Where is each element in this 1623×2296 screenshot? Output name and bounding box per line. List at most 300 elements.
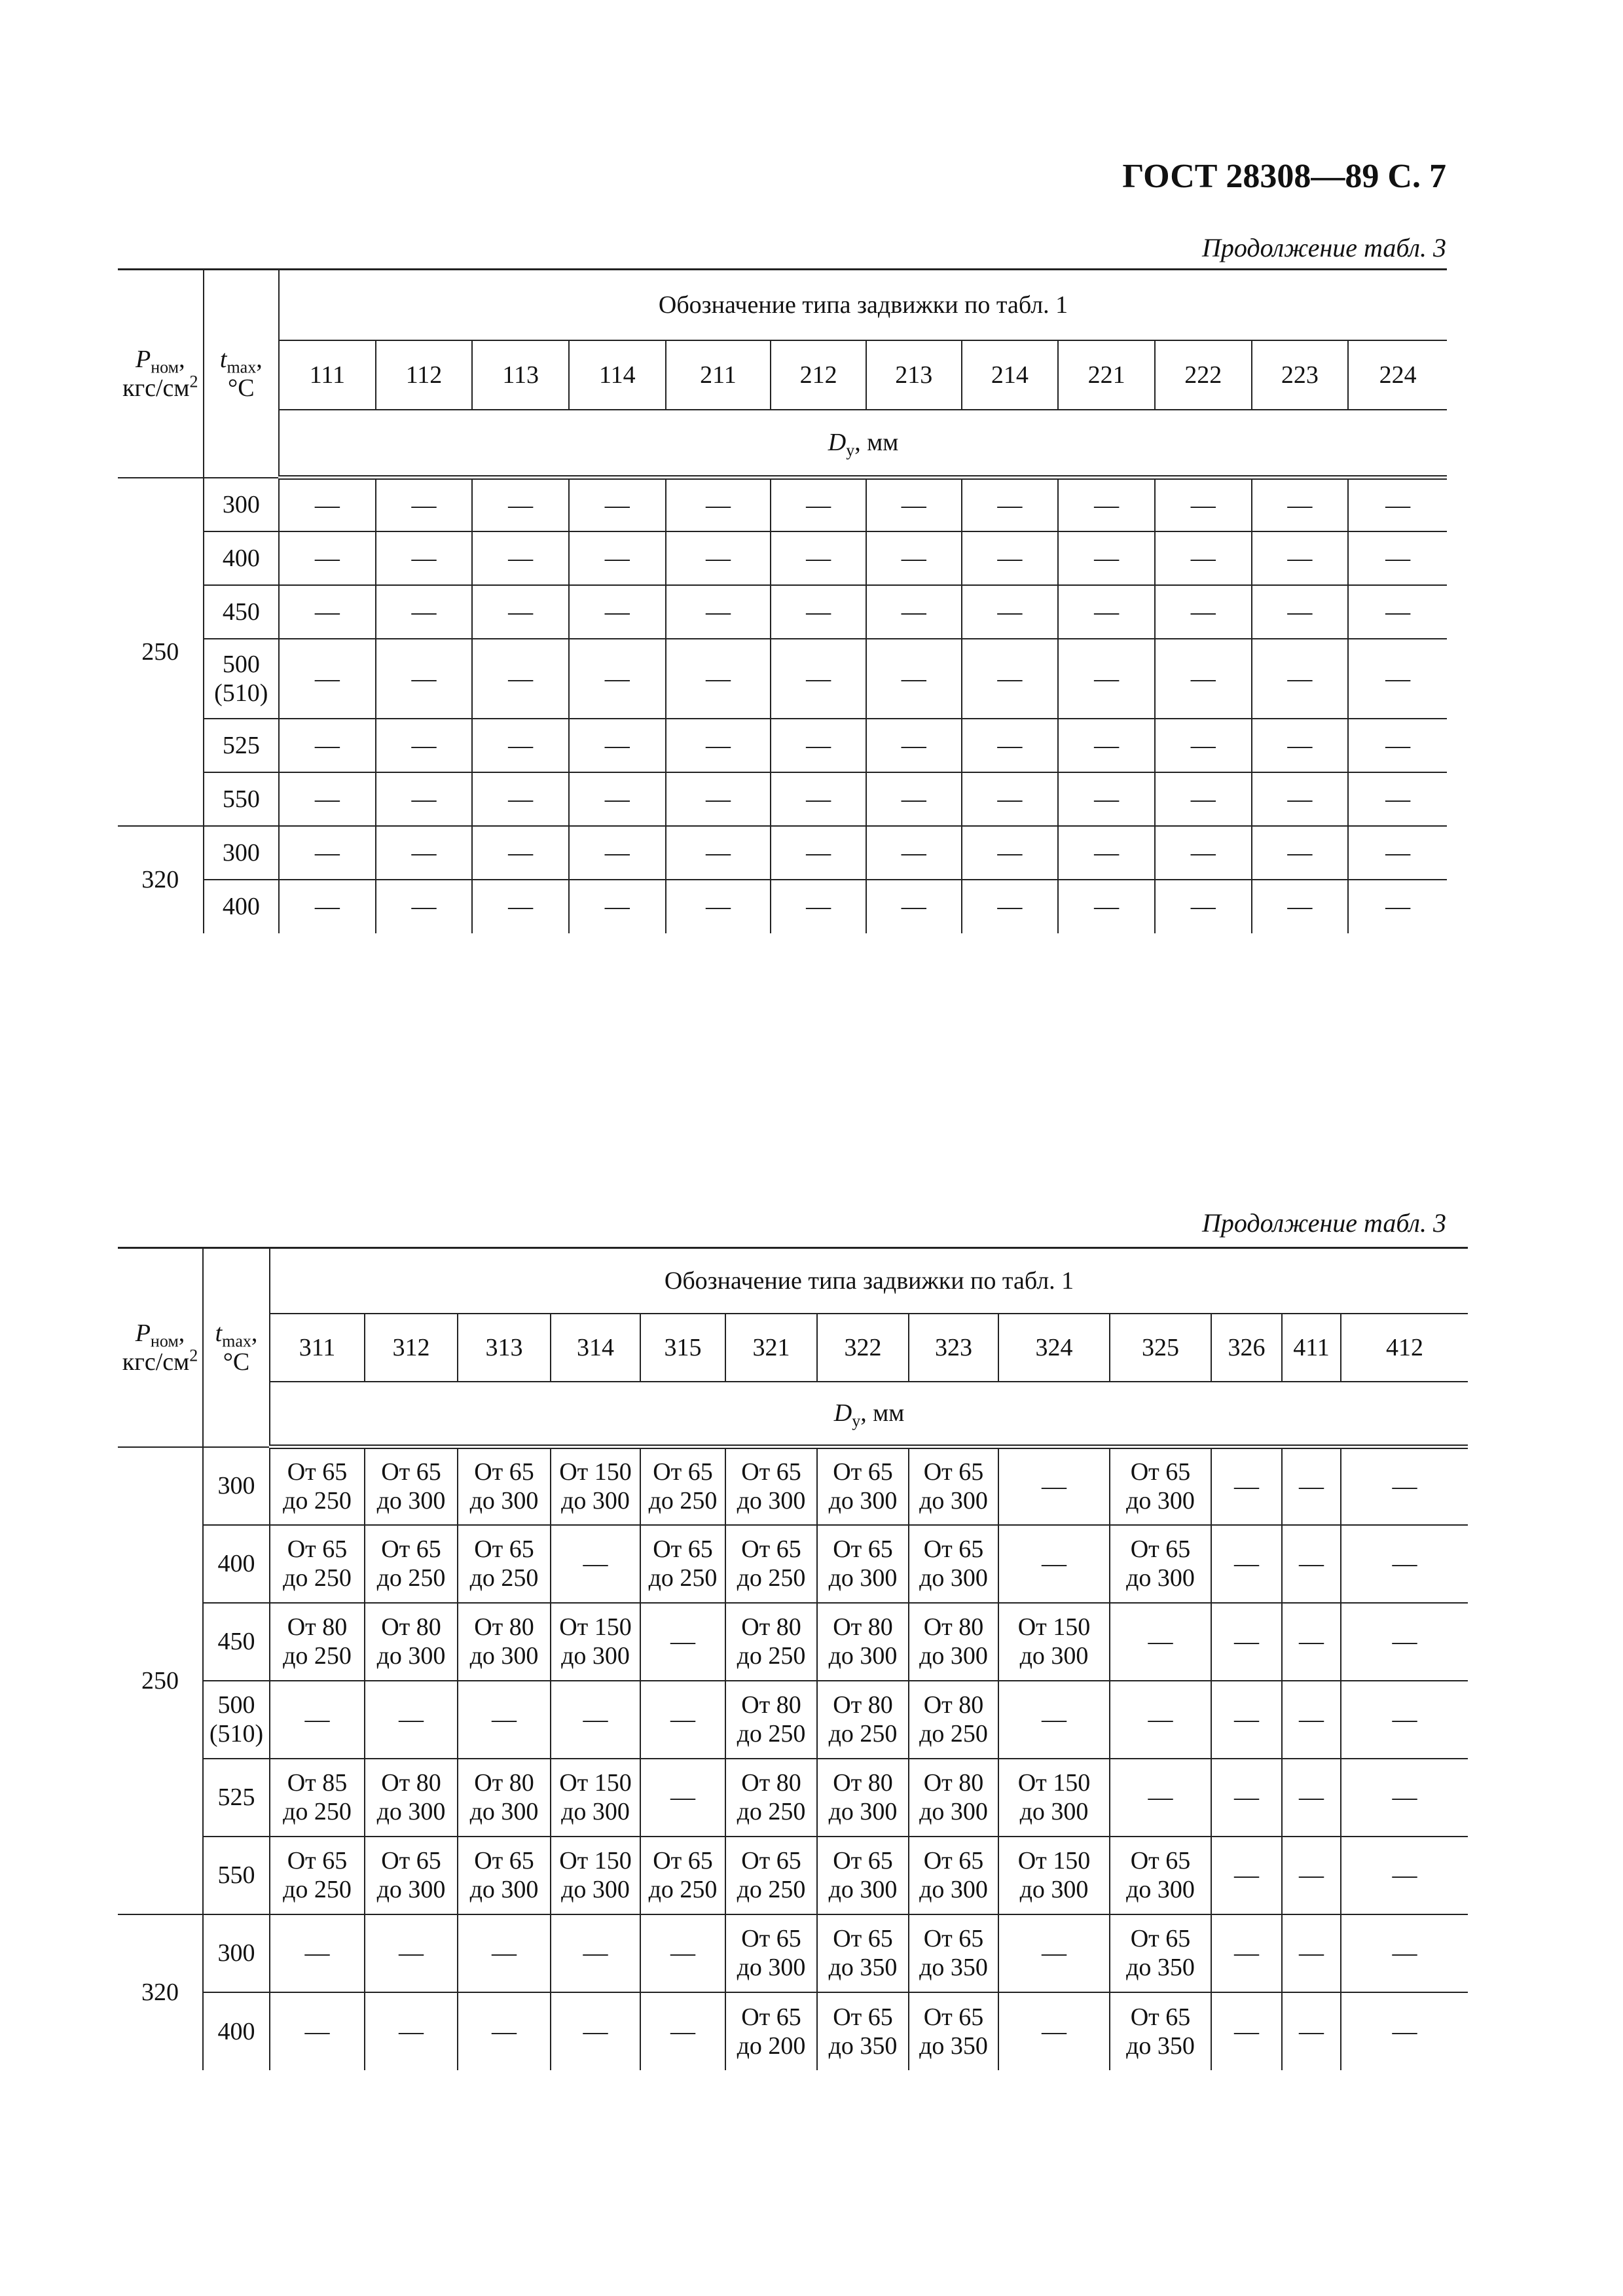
range-to: до 350 — [1126, 1954, 1195, 1981]
range-from: От 65 — [287, 1535, 348, 1563]
range-from: От 80 — [474, 1613, 534, 1641]
dy-range-cell: — — [1211, 1837, 1282, 1914]
comma: , — [179, 345, 185, 373]
range-to: до 350 — [828, 2032, 898, 2060]
range-to: до 250 — [469, 1564, 539, 1592]
dy-range-cell: — — [1348, 719, 1447, 772]
range-from: От 80 — [923, 1769, 984, 1797]
range-to: до 250 — [737, 1720, 806, 1748]
t-subscript: max — [227, 357, 257, 377]
dy-range-cell: — — [771, 478, 866, 531]
range-from: От 150 — [559, 1847, 632, 1874]
dy-range-cell: — — [962, 639, 1059, 719]
table-row — [118, 531, 1447, 585]
temperature-main: 550 — [222, 785, 260, 813]
range-from: От 65 — [1130, 1458, 1191, 1486]
range-to: до 300 — [561, 1876, 630, 1903]
range-from: От 80 — [381, 1613, 441, 1641]
column-code: 224 — [1348, 340, 1447, 410]
range-to: до 300 — [561, 1642, 630, 1670]
t-max-header — [203, 1248, 270, 1447]
dy-range-cell: — — [866, 639, 962, 719]
dy-range-cell: — — [1341, 1992, 1468, 2070]
dy-range-cell: — — [640, 1603, 725, 1681]
temperature-value — [203, 1603, 270, 1681]
dy-range-cell: — — [472, 719, 569, 772]
dy-range-cell: — — [1341, 1914, 1468, 1992]
dy-range-cell: — — [1155, 585, 1252, 639]
dy-range-cell: — — [771, 826, 866, 880]
dy-range-cell: — — [962, 772, 1059, 826]
dy-range-cell — [551, 1447, 640, 1525]
dy-range-cell: — — [1282, 1759, 1341, 1837]
temperature-value — [203, 1525, 270, 1603]
dy-range-cell — [365, 1759, 458, 1837]
dy-range-cell — [458, 1603, 551, 1681]
column-code: 213 — [866, 340, 962, 410]
dy-range-cell: — — [771, 531, 866, 585]
dy-range-cell — [817, 1914, 909, 1992]
range-from: От 65 — [833, 2003, 893, 2031]
range-from: От 65 — [287, 1458, 348, 1486]
dy-range-cell: — — [1211, 1447, 1282, 1525]
dy-range-cell: — — [365, 1914, 458, 1992]
dy-range-cell — [640, 1837, 725, 1914]
range-from: От 65 — [741, 1535, 801, 1563]
dy-range-cell: — — [551, 1525, 640, 1603]
range-to: до 300 — [376, 1642, 446, 1670]
dy-range-cell: — — [472, 826, 569, 880]
range-to: до 300 — [919, 1487, 988, 1515]
temperature-value — [203, 1992, 270, 2070]
dy-range-cell — [725, 1992, 817, 2070]
dy-range-cell: — — [376, 826, 473, 880]
dy-range-cell — [909, 1992, 998, 2070]
dy-subscript: у — [846, 440, 855, 460]
table-row — [118, 1759, 1468, 1837]
temperature-main: 500 — [217, 1691, 255, 1719]
temperature-main: 300 — [217, 1472, 255, 1499]
range-to: до 300 — [1126, 1564, 1195, 1592]
dy-range-cell: — — [771, 585, 866, 639]
dy-range-cell — [551, 1759, 640, 1837]
range-to: до 300 — [1019, 1876, 1089, 1903]
dy-range-cell — [551, 1837, 640, 1914]
dy-range-cell: — — [1211, 1525, 1282, 1603]
dy-range-cell — [998, 1759, 1110, 1837]
range-to: до 300 — [828, 1564, 898, 1592]
dy-range-cell — [270, 1759, 365, 1837]
dy-range-cell: — — [279, 639, 376, 719]
temperature-main: 300 — [222, 490, 260, 518]
range-to: до 300 — [469, 1642, 539, 1670]
dy-range-cell: — — [1211, 1759, 1282, 1837]
column-code: 113 — [472, 340, 569, 410]
dy-range-cell — [270, 1447, 365, 1525]
range-from: От 65 — [653, 1847, 713, 1874]
range-from: От 65 — [287, 1847, 348, 1874]
range-to: до 300 — [561, 1798, 630, 1825]
range-to: до 300 — [919, 1876, 988, 1903]
range-from: От 65 — [474, 1535, 534, 1563]
dy-range-cell: — — [569, 639, 666, 719]
dy-range-cell: — — [1282, 1681, 1341, 1759]
range-to: до 250 — [376, 1564, 446, 1592]
column-code: 412 — [1341, 1314, 1468, 1382]
dy-range-cell: — — [640, 1914, 725, 1992]
range-to: до 300 — [1126, 1876, 1195, 1903]
dy-range-cell — [1110, 1525, 1211, 1603]
dy-range-cell — [365, 1837, 458, 1914]
range-from: От 65 — [1130, 1847, 1191, 1874]
range-from: От 65 — [1130, 1925, 1191, 1952]
dy-range-cell: — — [866, 719, 962, 772]
range-to: до 300 — [1019, 1642, 1089, 1670]
table-caption-2: Продолжение табл. 3 — [1201, 1208, 1446, 1238]
dy-unit: , мм — [860, 1399, 905, 1427]
dy-range-cell: — — [1252, 772, 1349, 826]
temperature-main: 400 — [217, 1550, 255, 1577]
dy-range-cell: — — [551, 1681, 640, 1759]
range-from: От 65 — [833, 1535, 893, 1563]
dy-range-cell: — — [666, 478, 771, 531]
dy-range-cell: — — [666, 880, 771, 933]
range-from: От 80 — [287, 1613, 348, 1641]
dy-range-cell: — — [1155, 772, 1252, 826]
dy-range-cell: — — [666, 772, 771, 826]
dy-range-cell: — — [666, 826, 771, 880]
range-from: От 80 — [923, 1613, 984, 1641]
dy-range-cell: — — [962, 478, 1059, 531]
dy-range-cell: — — [998, 1447, 1110, 1525]
temperature-main: 525 — [217, 1784, 255, 1811]
column-code: 321 — [725, 1314, 817, 1382]
dy-range-cell: — — [962, 719, 1059, 772]
temperature-value — [203, 1914, 270, 1992]
temperature-value — [204, 585, 280, 639]
range-to: до 250 — [283, 1798, 352, 1825]
dy-range-cell: — — [365, 1681, 458, 1759]
column-code: 114 — [569, 340, 666, 410]
range-to: до 350 — [919, 1954, 988, 1981]
dy-range-cell: — — [1110, 1603, 1211, 1681]
range-from: От 65 — [923, 2003, 984, 2031]
temperature-main: 300 — [222, 838, 260, 867]
valve-table-2 — [118, 1247, 1468, 2070]
p-symbol: P — [135, 345, 151, 373]
range-to: до 300 — [919, 1564, 988, 1592]
dy-subscript: у — [852, 1411, 861, 1431]
dy-range-cell: — — [998, 1681, 1110, 1759]
dy-range-cell — [909, 1447, 998, 1525]
dy-range-cell: — — [551, 1914, 640, 1992]
range-from: От 80 — [741, 1613, 801, 1641]
dy-range-cell — [365, 1525, 458, 1603]
dy-range-cell — [1110, 1914, 1211, 1992]
dy-range-cell: — — [1341, 1525, 1468, 1603]
dy-range-cell: — — [771, 639, 866, 719]
table-row — [118, 1837, 1468, 1914]
dy-range-cell — [458, 1837, 551, 1914]
dy-range-cell — [817, 1759, 909, 1837]
valve-table-1 — [118, 268, 1447, 933]
p-unit-power: 2 — [189, 1346, 198, 1365]
dy-range-cell: — — [1252, 719, 1349, 772]
p-nom-header — [118, 1248, 203, 1447]
dy-range-cell: — — [1058, 585, 1155, 639]
dy-unit: , мм — [854, 429, 899, 457]
range-from: От 150 — [559, 1769, 632, 1797]
range-to: до 300 — [469, 1487, 539, 1515]
dy-range-cell — [909, 1837, 998, 1914]
temperature-value — [203, 1681, 270, 1759]
table-row — [118, 1992, 1468, 2070]
range-to: до 300 — [376, 1876, 446, 1903]
dy-range-cell: — — [472, 880, 569, 933]
dy-range-cell: — — [1058, 639, 1155, 719]
dy-range-cell: — — [1058, 880, 1155, 933]
dy-range-cell — [998, 1837, 1110, 1914]
table-row — [118, 826, 1447, 880]
dy-range-cell — [725, 1447, 817, 1525]
dy-range-cell: — — [569, 880, 666, 933]
dy-range-cell: — — [1341, 1681, 1468, 1759]
dy-range-cell: — — [1252, 478, 1349, 531]
dy-range-cell — [458, 1447, 551, 1525]
table-row — [118, 772, 1447, 826]
dy-range-cell: — — [1252, 826, 1349, 880]
dy-range-cell: — — [1155, 826, 1252, 880]
range-from: От 65 — [923, 1535, 984, 1563]
range-from: От 65 — [474, 1847, 534, 1874]
dy-range-cell: — — [771, 719, 866, 772]
dy-range-cell: — — [666, 585, 771, 639]
temperature-main: 400 — [217, 2017, 255, 2045]
range-from: От 150 — [559, 1458, 632, 1486]
dy-range-cell: — — [376, 772, 473, 826]
t-unit: °C — [223, 1348, 250, 1376]
range-to: до 250 — [648, 1564, 718, 1592]
range-from: От 150 — [1017, 1847, 1091, 1874]
p-unit-power: 2 — [189, 372, 198, 391]
dy-range-cell: — — [472, 585, 569, 639]
range-from: От 65 — [923, 1847, 984, 1874]
range-from: От 80 — [833, 1691, 893, 1719]
dy-symbol: D — [833, 1399, 852, 1427]
dy-range-cell — [1110, 1447, 1211, 1525]
column-code: 314 — [551, 1314, 640, 1382]
column-code: 323 — [909, 1314, 998, 1382]
dy-range-cell: — — [472, 478, 569, 531]
dy-range-cell — [725, 1525, 817, 1603]
dy-range-cell: — — [962, 880, 1059, 933]
range-to: до 300 — [828, 1798, 898, 1825]
range-to: до 300 — [919, 1642, 988, 1670]
dy-header — [279, 410, 1447, 478]
column-code: 315 — [640, 1314, 725, 1382]
dy-range-cell: — — [1348, 531, 1447, 585]
column-code: 326 — [1211, 1314, 1282, 1382]
dy-range-cell: — — [472, 639, 569, 719]
range-to: до 250 — [283, 1487, 352, 1515]
range-from: От 85 — [287, 1769, 348, 1797]
dy-range-cell: — — [1211, 1992, 1282, 2070]
range-to: до 250 — [828, 1720, 898, 1748]
range-from: От 65 — [833, 1847, 893, 1874]
table-row — [118, 639, 1447, 719]
temperature-value — [203, 1447, 270, 1525]
dy-range-cell: — — [1058, 531, 1155, 585]
dy-range-cell: — — [279, 719, 376, 772]
column-code: 312 — [365, 1314, 458, 1382]
dy-range-cell: — — [1348, 826, 1447, 880]
dy-range-cell — [1110, 1837, 1211, 1914]
dy-range-cell: — — [640, 1992, 725, 2070]
table-row — [118, 585, 1447, 639]
comma: , — [251, 1319, 258, 1347]
dy-range-cell: — — [376, 531, 473, 585]
dy-range-cell: — — [270, 1914, 365, 1992]
dy-range-cell — [817, 1447, 909, 1525]
range-to: до 300 — [561, 1487, 630, 1515]
dy-range-cell: — — [962, 826, 1059, 880]
dy-range-cell: — — [279, 772, 376, 826]
table-row — [118, 1681, 1468, 1759]
pressure-value: 250 — [118, 1447, 203, 1914]
range-to: до 300 — [828, 1642, 898, 1670]
dy-range-cell: — — [1155, 639, 1252, 719]
dy-range-cell: — — [376, 880, 473, 933]
dy-range-cell: — — [962, 585, 1059, 639]
table-row — [118, 1914, 1468, 1992]
dy-range-cell: — — [1282, 1914, 1341, 1992]
range-to: до 300 — [737, 1487, 806, 1515]
dy-range-cell: — — [1211, 1603, 1282, 1681]
dy-range-cell: — — [458, 1914, 551, 1992]
dy-range-cell: — — [998, 1525, 1110, 1603]
range-from: От 65 — [833, 1925, 893, 1952]
dy-range-cell: — — [569, 826, 666, 880]
temperature-value — [204, 531, 280, 585]
dy-range-cell: — — [472, 531, 569, 585]
range-to: до 250 — [737, 1564, 806, 1592]
dy-range-cell — [817, 1603, 909, 1681]
dy-range-cell — [817, 1681, 909, 1759]
t-symbol: t — [219, 345, 227, 373]
column-code: 111 — [279, 340, 376, 410]
dy-range-cell — [551, 1603, 640, 1681]
column-code: 324 — [998, 1314, 1110, 1382]
temperature-main: 400 — [222, 544, 260, 572]
range-from: От 80 — [474, 1769, 534, 1797]
dy-range-cell: — — [866, 772, 962, 826]
dy-range-cell — [909, 1681, 998, 1759]
dy-range-cell — [725, 1837, 817, 1914]
range-to: до 250 — [737, 1798, 806, 1825]
temperature-main: 400 — [222, 893, 260, 920]
temperature-value — [204, 880, 280, 933]
temperature-value — [203, 1837, 270, 1914]
t-symbol: t — [215, 1319, 223, 1347]
t-unit: °C — [228, 374, 255, 402]
temperature-main: 450 — [217, 1628, 255, 1655]
comma: , — [178, 1319, 185, 1347]
dy-range-cell: — — [1155, 880, 1252, 933]
range-from: От 150 — [1017, 1769, 1091, 1797]
p-nom-header — [118, 270, 204, 478]
dy-range-cell: — — [376, 639, 473, 719]
document-header: ГОСТ 28308—89 С. 7 — [1122, 158, 1446, 195]
column-code: 223 — [1252, 340, 1349, 410]
range-to: до 250 — [283, 1642, 352, 1670]
dy-range-cell — [270, 1837, 365, 1914]
dy-range-cell: — — [1341, 1447, 1468, 1525]
column-code: 112 — [376, 340, 473, 410]
dy-range-cell: — — [1058, 478, 1155, 531]
dy-range-cell: — — [866, 826, 962, 880]
dy-range-cell — [998, 1603, 1110, 1681]
dy-range-cell: — — [1155, 719, 1252, 772]
dy-range-cell — [725, 1914, 817, 1992]
dy-range-cell: — — [1348, 772, 1447, 826]
column-code: 222 — [1155, 340, 1252, 410]
dy-range-cell: — — [279, 531, 376, 585]
range-to: до 300 — [919, 1798, 988, 1825]
table-row — [118, 1525, 1468, 1603]
range-to: до 250 — [737, 1876, 806, 1903]
dy-range-cell — [458, 1759, 551, 1837]
range-to: до 300 — [828, 1487, 898, 1515]
dy-range-cell: — — [866, 880, 962, 933]
dy-range-cell: — — [1252, 639, 1349, 719]
range-to: до 300 — [469, 1876, 539, 1903]
dy-range-cell — [365, 1447, 458, 1525]
dy-range-cell: — — [1058, 719, 1155, 772]
dy-range-cell: — — [551, 1992, 640, 2070]
dy-range-cell — [817, 1525, 909, 1603]
dy-range-cell: — — [472, 772, 569, 826]
temperature-value — [204, 826, 280, 880]
dy-range-cell: — — [866, 531, 962, 585]
dy-range-cell: — — [1155, 531, 1252, 585]
column-code: 311 — [270, 1314, 365, 1382]
range-to: до 250 — [648, 1487, 718, 1515]
dy-range-cell — [725, 1603, 817, 1681]
column-code: 214 — [962, 340, 1059, 410]
dy-range-cell — [817, 1992, 909, 2070]
dy-range-cell: — — [866, 585, 962, 639]
dy-range-cell: — — [279, 585, 376, 639]
column-code: 313 — [458, 1314, 551, 1382]
dy-range-cell: — — [458, 1681, 551, 1759]
table-row — [118, 478, 1447, 531]
range-from: От 80 — [833, 1613, 893, 1641]
dy-range-cell: — — [279, 478, 376, 531]
dy-range-cell: — — [640, 1681, 725, 1759]
dy-range-cell: — — [998, 1992, 1110, 2070]
dy-range-cell: — — [376, 585, 473, 639]
dy-range-cell: — — [376, 478, 473, 531]
range-to: до 300 — [737, 1954, 806, 1981]
temperature-value — [204, 719, 280, 772]
column-code: 411 — [1282, 1314, 1341, 1382]
dy-range-cell — [458, 1525, 551, 1603]
range-to: до 250 — [283, 1876, 352, 1903]
range-from: От 80 — [741, 1769, 801, 1797]
dy-range-cell — [725, 1759, 817, 1837]
range-from: От 65 — [741, 2003, 801, 2031]
pressure-value: 320 — [118, 826, 204, 933]
